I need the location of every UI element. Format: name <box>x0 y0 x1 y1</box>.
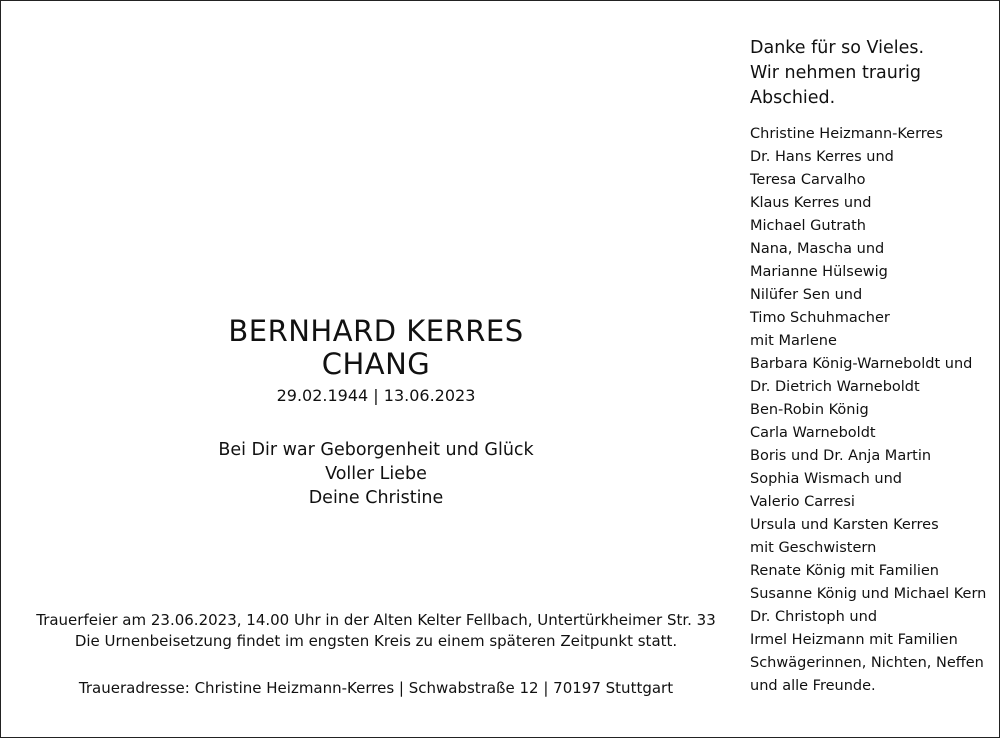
mourner-line: Teresa Carvalho <box>750 172 866 188</box>
deceased-name: BERNHARD KERRES <box>228 314 524 348</box>
mourner-line: Christine Heizmann-Kerres <box>750 126 943 142</box>
mourner-line: Dr. Dietrich Warneboldt <box>750 379 920 395</box>
mourner-line: Klaus Kerres und <box>750 195 872 211</box>
dedication-verse <box>101 438 651 510</box>
mourner-line: Boris und Dr. Anja Martin <box>750 448 932 464</box>
mourner-line: Marianne Hülsewig <box>750 264 888 280</box>
burial-info: Die Urnenbeisetzung findet im engsten Kreis zu einem späteren Zeitpunkt statt. <box>74 632 678 650</box>
mourner-line: Nilüfer Sen und <box>750 287 863 303</box>
mourner-line: Renate König mit Familien <box>750 563 939 579</box>
verse-line: Voller Liebe <box>325 464 427 484</box>
mourner-line: Schwägerinnen, Nichten, Neffen <box>750 655 984 671</box>
service-info: Trauerfeier am 23.06.2023, 14.00 Uhr in der Alten Kelter Fellbach, Untertürkheimer Str. 33 <box>36 611 716 629</box>
mourner-line: Ursula und Karsten Kerres <box>750 517 939 533</box>
mourner-line: Dr. Christoph und <box>750 609 878 625</box>
mourning-address: Traueradresse: Christine Heizmann-Kerres | Schwabstraße 12 | 70197 Stuttgart <box>78 679 674 697</box>
mourner-line: Irmel Heizmann mit Familien <box>750 632 958 648</box>
thanks-line: Danke für so Vieles. <box>750 38 925 58</box>
mourner-line: und alle Freunde. <box>750 678 876 694</box>
thanks-statement <box>750 36 924 111</box>
mourner-line: Carla Warneboldt <box>750 425 876 441</box>
mourner-line: Barbara König-Warneboldt und <box>750 356 973 372</box>
mourner-line: Dr. Hans Kerres und <box>750 149 894 165</box>
life-dates: 29.02.1944 | 13.06.2023 <box>276 386 476 405</box>
verse-line: Deine Christine <box>308 488 444 508</box>
mourner-line: mit Geschwistern <box>750 540 877 556</box>
deceased-name-second-line: CHANG <box>321 347 431 381</box>
mourner-line: Susanne König und Michael Kern <box>750 586 987 602</box>
mourner-line: Timo Schuhmacher <box>750 310 890 326</box>
mourner-line: Ben-Robin König <box>750 402 869 418</box>
thanks-line: Abschied. <box>750 88 836 108</box>
mourner-line: Michael Gutrath <box>750 218 866 234</box>
mourner-line: mit Marlene <box>750 333 837 349</box>
mourners-list <box>750 123 986 698</box>
thanks-line: Wir nehmen traurig <box>750 63 921 83</box>
mourner-line: Valerio Carresi <box>750 494 855 510</box>
verse-line: Bei Dir war Geborgenheit und Glück <box>218 440 534 460</box>
mourner-line: Nana, Mascha und <box>750 241 885 257</box>
mourner-line: Sophia Wismach und <box>750 471 902 487</box>
